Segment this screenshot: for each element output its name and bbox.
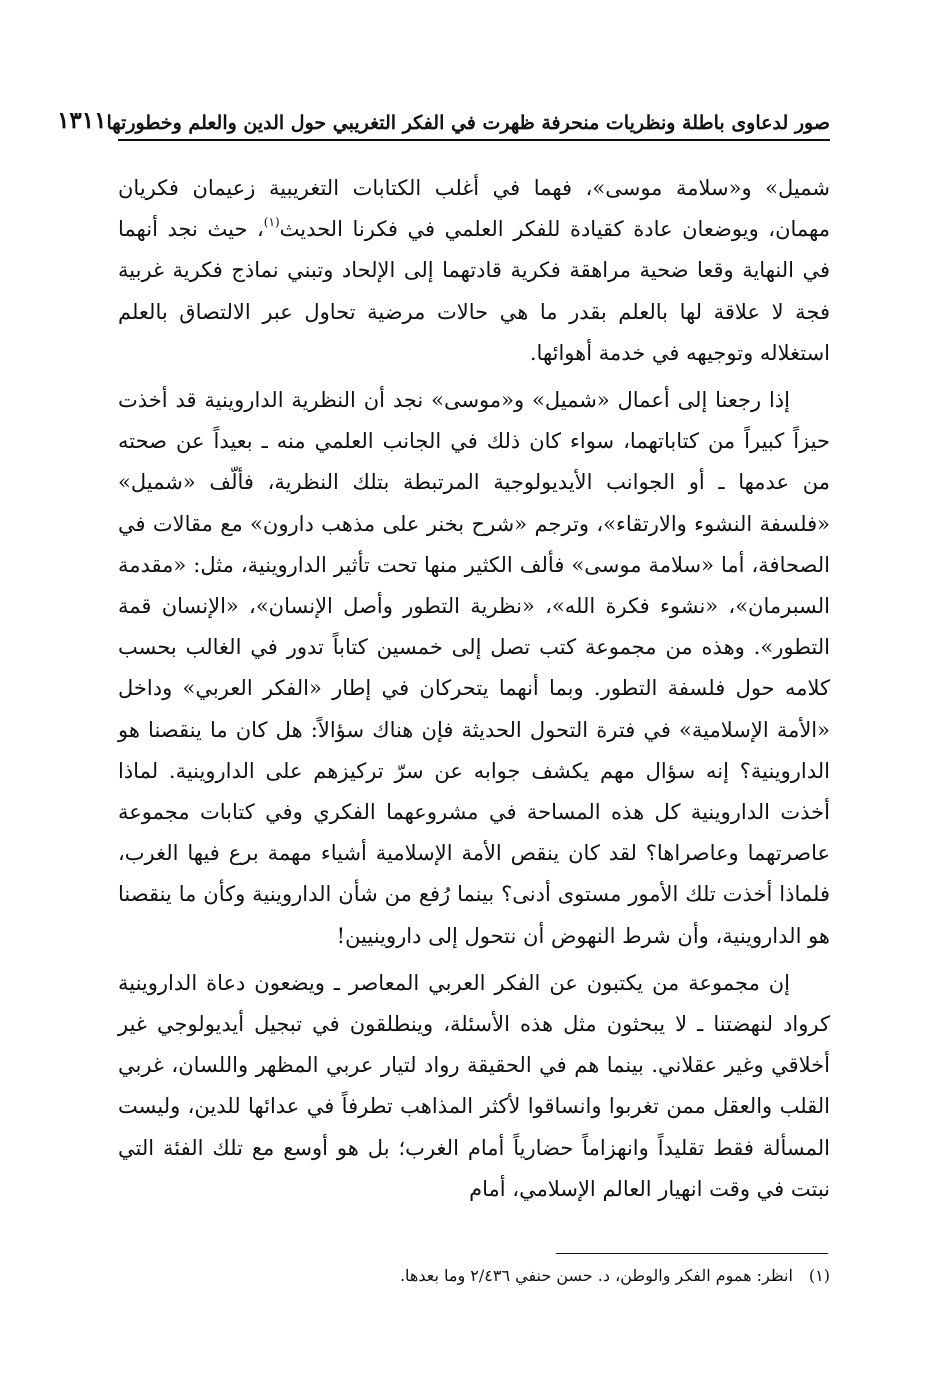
- footnote: [118, 1262, 830, 1290]
- header-divider: [118, 139, 830, 141]
- paragraph-1-text-a: شميل» و«سلامة موسى»، فهما في أغلب الكتابات التغريبية زعيمان فكريان مهمان، ويوضعان عادة كقيادة للفكر العلمي في فكرنا الحديث: [118, 176, 830, 242]
- footnote-reference: (١): [263, 215, 280, 230]
- running-header: [57, 98, 830, 134]
- header-title: صور لدعاوى باطلة ونظريات منحرفة ظهرت في الفكر التغريبي حول الدين والعلم وخطورتها: [106, 112, 830, 134]
- footnote-marker: (١): [808, 1266, 830, 1285]
- main-text: [118, 168, 830, 1210]
- page-number: ١٣١١: [57, 107, 107, 134]
- paragraph-1-text-b: ، حيث نجد أنهما في النهاية وقعا ضحية مراهقة فكرية قادتهما إلى الإلحاد وتبني نماذج فكرية غربية فجة لا علاقة لها بالعلم بقدر ما هي حالات مرضية تحاول عبر الالتصاق بالعلم استغلاله وتوجيهه في خدمة أهوائها.: [118, 217, 830, 365]
- paragraph-2: إذا رجعنا إلى أعمال «شميل» و«موسى» نجد أن النظرية الداروينية قد أخذت حيزاً كبيراً من كتاباتهما، سواء كان ذلك في الجانب العلمي منه ـ بعيداً عن صحته من عدمها ـ أو الجوانب الأيديولوجية المرتبطة بتلك النظرية، فألّف «شميل» «فلسفة النشوء والارتقاء»، وترجم «شرح بخنر على مذهب دارون» مع مقالات في الصحافة، أما «سلامة موسى» فألف الكثير منها تحت تأثير الداروينية، مثل: «مقدمة السبرمان»، «نشوء فكرة الله»، «نظرية التطور وأصل الإنسان»، «الإنسان قمة التطور». وهذه من مجموعة كتب تصل إلى خمسين كتاباً تدور في الغالب بحسب كلامه حول فلسفة التطور. وبما أنهما يتحركان في إطار «الفكر العربي» وداخل «الأمة الإسلامية» في فترة التحول الحديثة فإن هناك سؤالاً: هل كان ما ينقصنا هو الداروينية؟ إنه سؤال مهم يكشف جوابه عن سرّ تركيزهم على الداروينية. لماذا أخذت الداروينية كل هذه المساحة في مشروعهما الفكري وفي كتابات مجموعة عاصرتهما وعاصراها؟ لقد كان ينقص الأمة الإسلامية أشياء مهمة برع فيها الغرب، فلماذا أخذت تلك الأمور مستوى أدنى؟ بينما رُفع من شأن الداروينية وكأن ما ينقصنا هو الداروينية، وأن شرط النهوض أن نتحول إلى داروينيين!: [118, 388, 830, 948]
- paragraph-1: [118, 168, 830, 374]
- footnote-divider: [556, 1253, 828, 1254]
- paragraph-3: إن مجموعة من يكتبون عن الفكر العربي المعاصر ـ ويضعون دعاة الداروينية كرواد لنهضتنا ـ لا يبحثون مثل هذه الأسئلة، وينطلقون في تبجيل أيديولوجي غير أخلاقي وغير عقلاني. بينما هم في الحقيقة رواد لتيار عربي المظهر واللسان، غربي القلب والعقل ممن تغربوا وانساقوا لأكثر المذاهب تطرفاً في عدائها للدين، وليست المسألة فقط تقليداً وانهزاماً حضارياً أمام الغرب؛ بل هو أوسع مع تلك الفئة التي نبتت في وقت انهيار العالم الإسلامي، أمام: [118, 970, 830, 1201]
- footnote-text: انظر: هموم الفكر والوطن، د. حسن حنفي ٢/٤٣٦ وما بعدها.: [399, 1266, 793, 1285]
